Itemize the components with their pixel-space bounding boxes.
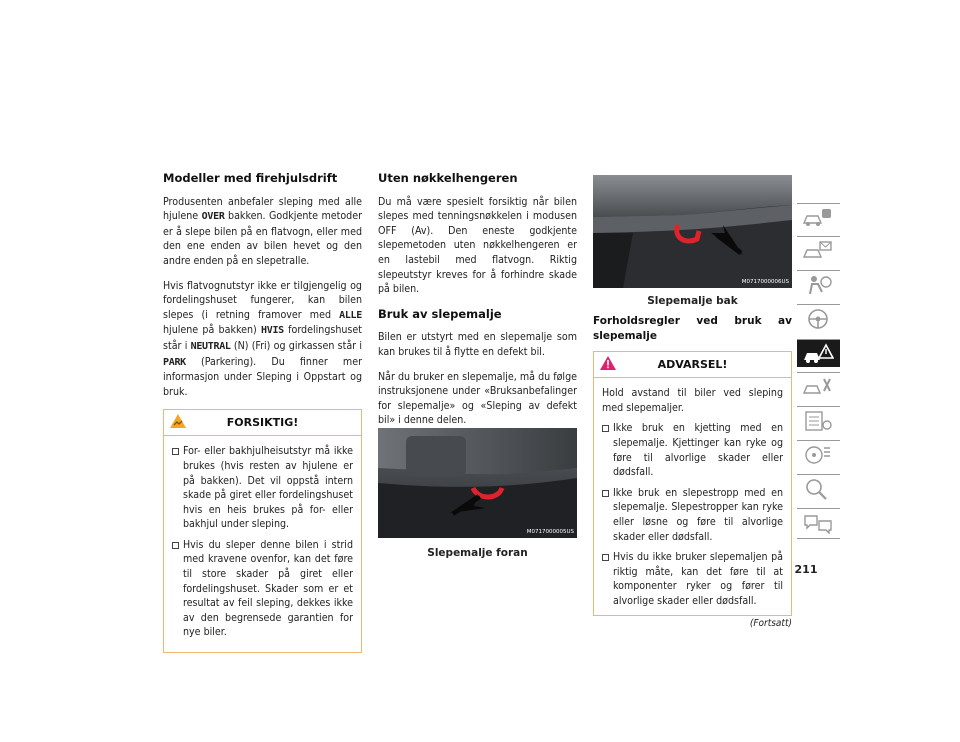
right-column	[593, 314, 792, 631]
warning-intro: Hold avstand til biler ved sleping med slepemaljer.	[602, 387, 783, 414]
left-column	[163, 171, 362, 653]
front-tow-hook-illustration	[378, 428, 577, 538]
image-code: M0717000005US	[526, 529, 574, 535]
warning-box	[593, 351, 792, 615]
warning-title: ADVARSEL!	[657, 358, 728, 372]
paragraph-flatbed-alternative: Hvis flatvognutstyr ikke er tilgjengelig og fordelingshuset fungerer, kan bilen slepes (i retning framover med ALLE hjulene på bakken) HVIS fordelingshuset står i NEUTRAL (N) (Fri) og girkassen står i PARK (Parkering). Du finner mer informasjon under Sleping i Oppstart og bruk.	[163, 279, 362, 398]
caution-title: FORSIKTIG!	[226, 416, 299, 430]
car-tools-icon	[802, 376, 834, 398]
caution-header	[164, 410, 361, 436]
warning-item: Hvis du ikke bruker slepemaljen på riktig måte, kan det føre til at komponenter ryker og fører til alvorlige skader eller dødsfall.	[602, 550, 783, 608]
paragraph-4wd-recommendation: Produsenten anbefaler sleping med alle hjulene OVER bakken. Godkjente metoder er å slepe bilen på en flatvogn, eller med den ene enden av bilen hevet og den andre enden på en slepetralle.	[163, 195, 362, 267]
steering-wheel-icon	[802, 308, 834, 330]
car-mail-icon	[802, 240, 834, 262]
caution-body	[164, 436, 361, 652]
side-tab-hazard-active[interactable]	[797, 339, 840, 367]
side-tab-car-tools[interactable]	[797, 372, 840, 400]
side-tab-airbag[interactable]	[797, 270, 840, 298]
caution-box	[163, 409, 362, 653]
side-tab-steering[interactable]	[797, 304, 840, 332]
multimedia-icon	[802, 444, 834, 466]
side-tab-language[interactable]	[797, 508, 840, 539]
warning-header	[594, 352, 791, 378]
spec-sheet-icon	[802, 410, 834, 432]
section-subheading-precautions: Forholdsregler ved bruk av slepemalje	[593, 315, 792, 342]
warning-body	[594, 378, 791, 614]
paragraph-no-key-fob: Du må være spesielt forsiktig når bilen slepes med tenningsnøkkelen i modusen OFF (Av). Den eneste godkjente slepemetoden uten nøkkelhengeren er en lastebil med flatvogn. Riktig slepeutstyr kreves for å forhindre skade på bilen.	[378, 195, 577, 296]
section-heading-no-key-fob: Uten nøkkelhengeren	[378, 171, 518, 185]
caution-triangle-icon	[170, 414, 186, 428]
side-tab-specs[interactable]	[797, 406, 840, 434]
front-tow-hook-photo	[378, 428, 577, 538]
warning-item: Ikke bruk en kjetting med en slepemalje. Kjettinger kan ryke og føre til alvorlige skader eller dødsfall.	[602, 421, 783, 479]
caution-item: For- eller bakhjulheisutstyr må ikke brukes (hvis resten av hjulene er på bakken). Det vil oppstå intern skade på giret eller fordelingshuset hvis en heis brukes på for- eller bakhjul under sleping.	[172, 444, 353, 532]
rear-tow-hook-illustration	[593, 175, 792, 288]
language-icon	[802, 512, 834, 534]
warning-triangle-icon	[600, 356, 616, 370]
figure-caption-rear: Slepemalje bak	[647, 295, 738, 307]
hazard-car-icon	[802, 343, 834, 365]
image-code: M0717000006US	[741, 279, 789, 285]
rear-tow-hook-photo	[593, 175, 792, 288]
warning-item: Ikke bruk en slepestropp med en slepemalje. Slepestropper kan ryke eller løsne og føre til alvorlige skader eller dødsfall.	[602, 486, 783, 544]
airbag-person-icon	[802, 274, 834, 296]
section-heading-4wd: Modeller med firehjulsdrift	[163, 171, 338, 185]
side-tab-multimedia[interactable]	[797, 440, 840, 468]
figure-caption-front: Slepemalje foran	[427, 547, 528, 559]
side-tab-car-mail[interactable]	[797, 236, 840, 264]
section-heading-tow-eye: Bruk av slepemalje	[378, 306, 502, 321]
continued-note: (Fortsatt)	[749, 617, 792, 629]
caution-item: Hvis du sleper denne bilen i strid med kravene ovenfor, kan det føre til store skader på giret eller fordelingshuset. Skader som er et resultat av feil sleping, dekkes ikke av den begrensede garantien for nye biler.	[172, 538, 353, 640]
paragraph-tow-eye-instructions: Når du bruker en slepemalje, må du følge instruksjonene under «Bruksanbefalinger for slepemalje» og «Sleping av defekt bil» i denne delen.	[378, 370, 577, 427]
magnifier-icon	[802, 478, 834, 500]
car-info-icon	[802, 207, 834, 229]
paragraph-tow-eye-intro: Bilen er utstyrt med en slepemalje som kan brukes til å flytte en defekt bil.	[378, 331, 577, 358]
page-number: 211	[794, 563, 818, 576]
side-tab-car-info[interactable]	[797, 203, 840, 231]
side-tab-index[interactable]	[797, 474, 840, 502]
